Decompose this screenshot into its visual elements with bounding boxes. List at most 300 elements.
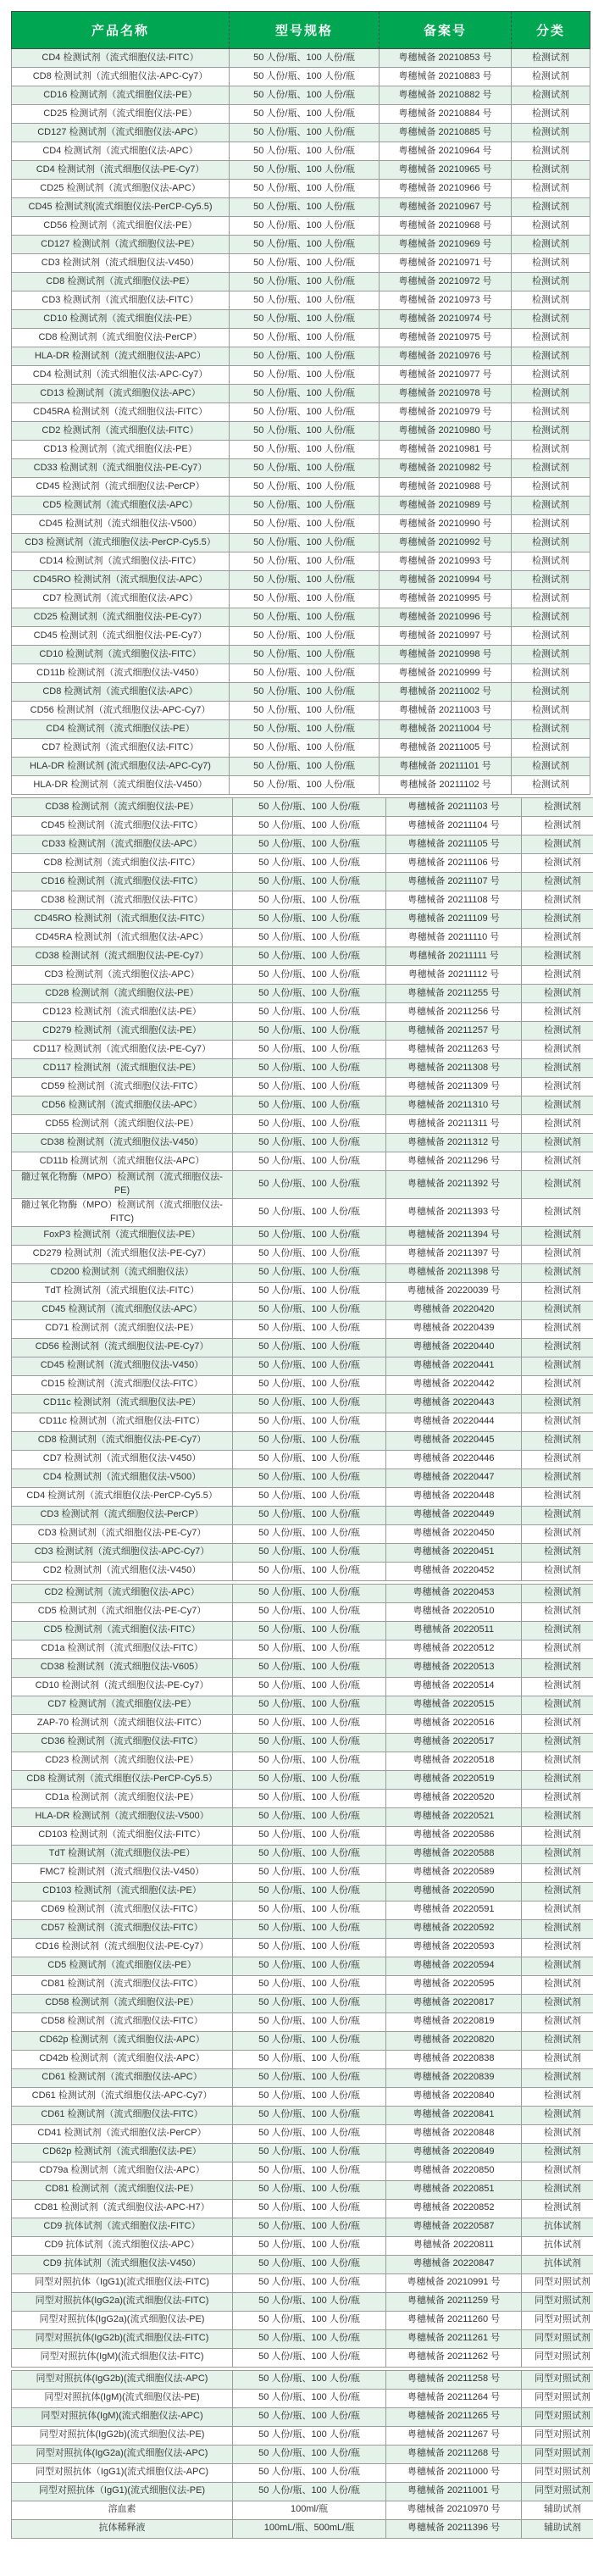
table-row xyxy=(12,1338,593,1357)
registration-cell: 粤穗械备 20220039 号 xyxy=(386,1282,522,1301)
table-row xyxy=(12,2329,593,2348)
spec-cell: 50 人份/瓶、100 人份/瓶 xyxy=(233,1994,386,2012)
spec-cell: 50 人份/瓶、100 人份/瓶 xyxy=(230,124,380,142)
table-row xyxy=(12,497,590,515)
registration-cell: 粤穗械备 20220449 xyxy=(386,1506,522,1524)
table-row xyxy=(12,1733,593,1752)
category-cell: 检测试剂 xyxy=(522,1003,593,1022)
spec-cell: 50 人份/瓶、100 人份/瓶 xyxy=(233,2236,386,2255)
category-cell: 检测试剂 xyxy=(522,966,593,985)
table-row xyxy=(12,2087,593,2106)
table-row xyxy=(12,366,590,385)
registration-cell: 粤穗械备 20210966 号 xyxy=(380,180,512,198)
table-row xyxy=(12,1450,593,1468)
table-row xyxy=(12,2311,593,2329)
category-cell: 检测试剂 xyxy=(522,2180,593,2199)
category-cell: 检测试剂 xyxy=(522,1714,593,1733)
registration-cell: 粤穗械备 20220841 xyxy=(386,2106,522,2124)
product-name-cell: CD117 检测试剂（流式细胞仪法-PE-Cy7） xyxy=(12,1041,233,1059)
spec-cell: 50 人份/瓶、100 人份/瓶 xyxy=(233,1282,386,1301)
product-name-cell: CD8 检测试剂（流式细胞仪法-APC） xyxy=(12,683,230,702)
table-row xyxy=(12,2519,593,2538)
product-name-cell: CD81 检测试剂（流式细胞仪法-APC-H7） xyxy=(12,2199,233,2218)
product-name-cell: CD23 检测试剂（流式细胞仪法-PE） xyxy=(12,1752,233,1770)
product-name-cell: CD45 检测试剂（流式细胞仪法-FITC） xyxy=(12,817,233,836)
product-name-cell: 同型对照抗体(IgM)(流式细胞仪法-FITC) xyxy=(12,2348,233,2367)
table-row xyxy=(12,2068,593,2087)
spec-cell: 50 人份/瓶、100 人份/瓶 xyxy=(233,929,386,947)
product-name-cell: CD38 检测试剂（流式细胞仪法-V605） xyxy=(12,1658,233,1677)
category-cell: 检测试剂 xyxy=(512,422,590,441)
table-row xyxy=(12,2482,593,2501)
registration-cell: 粤穗械备 20210991 号 xyxy=(386,2273,522,2292)
registration-cell: 粤穗械备 20210975 号 xyxy=(380,329,512,347)
column-header-product-name: 产品名称 xyxy=(12,12,230,49)
category-cell: 检测试剂 xyxy=(522,1562,593,1580)
category-cell: 检测试剂 xyxy=(522,1041,593,1059)
table-row xyxy=(12,2426,593,2445)
category-cell: 检测试剂 xyxy=(522,1826,593,1845)
category-cell: 检测试剂 xyxy=(512,105,590,124)
product-name-cell: CD45 检测试剂（流式细胞仪法-PE-Cy7） xyxy=(12,627,230,646)
product-name-cell: CD10 检测试剂（流式细胞仪法-PE） xyxy=(12,310,230,329)
product-name-cell: CD28 检测试剂（流式细胞仪法-PE） xyxy=(12,985,233,1003)
product-name-cell: HLA-DR 检测试剂（流式细胞仪法-APC） xyxy=(12,347,230,366)
table-row xyxy=(12,478,590,497)
spec-cell: 50 人份/瓶、100 人份/瓶 xyxy=(233,1845,386,1863)
registration-cell: 粤穗械备 20211107 号 xyxy=(386,873,522,891)
registration-cell: 粤穗械备 20211262 号 xyxy=(386,2348,522,2367)
table-row xyxy=(12,1863,593,1882)
spec-cell: 50 人份/瓶、100 人份/瓶 xyxy=(233,910,386,929)
registration-cell: 粤穗械备 20220447 xyxy=(386,1468,522,1487)
product-name-cell: CD117 检测试剂（流式细胞仪法-PE） xyxy=(12,1059,233,1078)
spec-cell: 50 人份/瓶、100 人份/瓶 xyxy=(230,590,380,608)
registration-cell: 粤穗械备 20210968 号 xyxy=(380,217,512,236)
table-row xyxy=(12,1957,593,1975)
category-cell: 检测试剂 xyxy=(522,1226,593,1245)
category-cell: 检测试剂 xyxy=(522,1957,593,1975)
spec-cell: 50 人份/瓶、100 人份/瓶 xyxy=(233,1733,386,1752)
spec-cell: 50 人份/瓶、100 人份/瓶 xyxy=(230,627,380,646)
registration-cell: 粤穗械备 20211255 号 xyxy=(386,985,522,1003)
table-row xyxy=(12,1789,593,1807)
product-name-cell: CD61 检测试剂（流式细胞仪法-APC） xyxy=(12,2068,233,2087)
category-cell: 检测试剂 xyxy=(522,1357,593,1375)
spec-cell: 50 人份/瓶、100 人份/瓶 xyxy=(233,966,386,985)
product-name-cell: 同型对照抗体(IgG2a)(流式细胞仪法-FITC) xyxy=(12,2292,233,2311)
category-cell: 同型对照试剂 xyxy=(522,2445,593,2463)
product-name-cell: CD123 检测试剂（流式细胞仪法-PE） xyxy=(12,1003,233,1022)
spec-cell: 50 人份/瓶、100 人份/瓶 xyxy=(233,1059,386,1078)
table-row xyxy=(12,1658,593,1677)
table-row xyxy=(12,552,590,571)
registration-cell: 粤穗械备 20211308 号 xyxy=(386,1059,522,1078)
category-cell: 检测试剂 xyxy=(512,478,590,497)
product-name-cell: CD4 检测试剂（流式细胞仪法-PE） xyxy=(12,720,230,739)
spec-cell: 50 人份/瓶、100 人份/瓶 xyxy=(233,1487,386,1506)
category-cell: 检测试剂 xyxy=(522,1919,593,1938)
spec-cell: 50 人份/瓶、100 人份/瓶 xyxy=(233,1450,386,1468)
product-name-cell: CD69 检测试剂（流式细胞仪法-FITC） xyxy=(12,1901,233,1919)
product-name-cell: 髓过氧化物酶（MPO）检测试剂（流式细胞仪法-PE) xyxy=(12,1171,233,1199)
table-row xyxy=(12,2162,593,2180)
registration-cell: 粤穗械备 20211104 号 xyxy=(386,817,522,836)
registration-cell: 粤穗械备 20210980 号 xyxy=(380,422,512,441)
table-row xyxy=(12,403,590,422)
product-name-cell: CD5 检测试剂（流式细胞仪法-PE-Cy7） xyxy=(12,1602,233,1621)
spec-cell: 50 人份/瓶、100 人份/瓶 xyxy=(230,291,380,310)
product-name-cell: CD279 检测试剂（流式细胞仪法-PE-Cy7） xyxy=(12,1245,233,1263)
category-cell: 检测试剂 xyxy=(512,590,590,608)
category-cell: 检测试剂 xyxy=(512,254,590,273)
category-cell: 检测试剂 xyxy=(512,385,590,403)
registration-cell: 粤穗械备 20210885 号 xyxy=(380,124,512,142)
product-name-cell: CD103 检测试剂（流式细胞仪法-FITC） xyxy=(12,1826,233,1845)
product-name-cell: 同型对照抗体(IgM)(流式细胞仪法-APC) xyxy=(12,2407,233,2426)
table-row xyxy=(12,1134,593,1152)
product-name-cell: CD42b 检测试剂（流式细胞仪法-APC） xyxy=(12,2050,233,2068)
spec-cell: 50 人份/瓶、100 人份/瓶 xyxy=(230,198,380,217)
product-name-cell: CD3 检测试剂（流式细胞仪法-V450） xyxy=(12,254,230,273)
registration-cell: 粤穗械备 20211258 号 xyxy=(386,2370,522,2389)
table-row xyxy=(12,1752,593,1770)
category-cell: 检测试剂 xyxy=(512,552,590,571)
category-cell: 检测试剂 xyxy=(522,1487,593,1506)
spec-cell: 50 人份/瓶、100 人份/瓶 xyxy=(230,683,380,702)
category-cell: 检测试剂 xyxy=(522,1506,593,1524)
product-name-cell: CD2 检测试剂（流式细胞仪法-APC） xyxy=(12,1584,233,1602)
product-name-cell: CD127 检测试剂（流式细胞仪法-APC） xyxy=(12,124,230,142)
table-row xyxy=(12,1022,593,1041)
spec-cell: 50 人份/瓶、100 人份/瓶 xyxy=(230,571,380,590)
registration-cell: 粤穗械备 20210996 号 xyxy=(380,608,512,627)
category-cell: 检测试剂 xyxy=(512,273,590,291)
table-row xyxy=(12,873,593,891)
spec-cell: 50 人份/瓶、100 人份/瓶 xyxy=(233,1041,386,1059)
spec-cell: 50 人份/瓶、100 人份/瓶 xyxy=(233,1524,386,1543)
spec-cell: 50 人份/瓶、100 人份/瓶 xyxy=(233,1413,386,1431)
spec-cell: 50 人份/瓶、100 人份/瓶 xyxy=(233,985,386,1003)
registration-cell: 粤穗械备 20210967 号 xyxy=(380,198,512,217)
registration-cell: 粤穗械备 20211001 号 xyxy=(386,2482,522,2501)
category-cell: 检测试剂 xyxy=(512,49,590,68)
product-name-cell: 同型对照抗体(IgG2b)(流式细胞仪法-APC) xyxy=(12,2370,233,2389)
product-name-cell: CD61 检测试剂（流式细胞仪法-FITC） xyxy=(12,2106,233,2124)
spec-cell: 50 人份/瓶、100 人份/瓶 xyxy=(233,2218,386,2236)
spec-cell: 50 人份/瓶、100 人份/瓶 xyxy=(233,2012,386,2031)
spec-cell: 50 人份/瓶、100 人份/瓶 xyxy=(233,2348,386,2367)
category-cell: 同型对照试剂 xyxy=(522,2426,593,2445)
category-cell: 检测试剂 xyxy=(512,310,590,329)
table-row xyxy=(12,2255,593,2273)
table-row xyxy=(12,1413,593,1431)
registration-cell: 粤穗械备 20211397 号 xyxy=(386,1245,522,1263)
category-cell: 检测试剂 xyxy=(522,1245,593,1263)
table-row xyxy=(12,534,590,552)
registration-cell: 粤穗械备 20220445 xyxy=(386,1431,522,1450)
product-name-cell: CD38 检测试剂（流式细胞仪法-FITC） xyxy=(12,891,233,910)
category-cell: 抗体试剂 xyxy=(522,2218,593,2236)
spec-cell: 50 人份/瓶、100 人份/瓶 xyxy=(230,497,380,515)
registration-cell: 粤穗械备 20210853 号 xyxy=(380,49,512,68)
table-row xyxy=(12,910,593,929)
category-cell: 检测试剂 xyxy=(522,2199,593,2218)
table-row xyxy=(12,854,593,873)
product-table-page-3 xyxy=(11,1584,593,2368)
registration-cell: 粤穗械备 20210973 号 xyxy=(380,291,512,310)
spec-cell: 50 人份/瓶、100 人份/瓶 xyxy=(233,2329,386,2348)
spec-cell: 50 人份/瓶、100 人份/瓶 xyxy=(233,2162,386,2180)
category-cell: 检测试剂 xyxy=(512,571,590,590)
category-cell: 检测试剂 xyxy=(522,1789,593,1807)
registration-cell: 粤穗械备 20220592 xyxy=(386,1919,522,1938)
registration-cell: 粤穗械备 20210969 号 xyxy=(380,236,512,254)
category-cell: 检测试剂 xyxy=(522,1696,593,1714)
registration-cell: 粤穗械备 20211265 号 xyxy=(386,2407,522,2426)
registration-cell: 粤穗械备 20210882 号 xyxy=(380,86,512,105)
table-row xyxy=(12,1096,593,1115)
spec-cell: 50 人份/瓶、100 人份/瓶 xyxy=(230,217,380,236)
registration-cell: 粤穗械备 20211396 号 xyxy=(386,2519,522,2538)
table-row xyxy=(12,2218,593,2236)
product-name-cell: CD4 检测试剂（流式细胞仪法-APC） xyxy=(12,142,230,161)
registration-cell: 粤穗械备 20211000 号 xyxy=(386,2463,522,2482)
table-row xyxy=(12,1696,593,1714)
product-table-page-4 xyxy=(11,2370,593,2539)
product-name-cell: CD55 检测试剂（流式细胞仪法-PE） xyxy=(12,1115,233,1134)
category-cell: 检测试剂 xyxy=(522,1431,593,1450)
category-cell: 检测试剂 xyxy=(522,1882,593,1901)
spec-cell: 100ml/瓶 xyxy=(233,2501,386,2519)
table-row xyxy=(12,1357,593,1375)
product-name-cell: ZAP-70 检测试剂（流式细胞仪法-FITC） xyxy=(12,1714,233,1733)
registration-cell: 粤穗械备 20220448 xyxy=(386,1487,522,1506)
product-name-cell: CD81 检测试剂（流式细胞仪法-FITC） xyxy=(12,1975,233,1994)
table-row xyxy=(12,1171,593,1199)
product-name-cell: CD45RA 检测试剂（流式细胞仪法-FITC） xyxy=(12,403,230,422)
spec-cell: 50 人份/瓶、100 人份/瓶 xyxy=(233,817,386,836)
table-row xyxy=(12,2463,593,2482)
registration-cell: 粤穗械备 20220517 xyxy=(386,1733,522,1752)
registration-cell: 粤穗械备 20211103 号 xyxy=(386,798,522,817)
spec-cell: 50 人份/瓶、100 人份/瓶 xyxy=(233,1752,386,1770)
table-row xyxy=(12,385,590,403)
column-header-spec: 型号规格 xyxy=(230,12,380,49)
registration-cell: 粤穗械备 20210982 号 xyxy=(380,459,512,478)
table-row xyxy=(12,1602,593,1621)
table-row xyxy=(12,1041,593,1059)
product-name-cell: CD45RO 检测试剂（流式细胞仪法-APC） xyxy=(12,571,230,590)
category-cell: 检测试剂 xyxy=(522,1468,593,1487)
table-row xyxy=(12,1301,593,1319)
product-name-cell: CD3 检测试剂（流式细胞仪法-PerCP） xyxy=(12,1506,233,1524)
product-name-cell: CD11b 检测试剂（流式细胞仪法-APC） xyxy=(12,1152,233,1171)
spec-cell: 50 人份/瓶、100 人份/瓶 xyxy=(230,478,380,497)
registration-cell: 粤穗械备 20220513 xyxy=(386,1658,522,1677)
spec-cell: 50 人份/瓶、100 人份/瓶 xyxy=(230,86,380,105)
product-name-cell: CD45 检测试剂（流式细胞仪法-APC） xyxy=(12,1301,233,1319)
product-name-cell: HLA-DR 检测试剂（流式细胞仪法-V500） xyxy=(12,1807,233,1826)
registration-cell: 粤穗械备 20211002 号 xyxy=(380,683,512,702)
registration-cell: 粤穗械备 20211109 号 xyxy=(386,910,522,929)
registration-cell: 粤穗械备 20210998 号 xyxy=(380,646,512,664)
table-row xyxy=(12,720,590,739)
registration-cell: 粤穗械备 20220514 xyxy=(386,1677,522,1696)
table-row xyxy=(12,1003,593,1022)
product-name-cell: CD1a 检测试剂（流式细胞仪法-FITC） xyxy=(12,1640,233,1658)
spec-cell: 50 人份/瓶、100 人份/瓶 xyxy=(233,1770,386,1789)
registration-cell: 粤穗械备 20210994 号 xyxy=(380,571,512,590)
category-cell: 检测试剂 xyxy=(522,1543,593,1562)
spec-cell: 50 人份/瓶、100 人份/瓶 xyxy=(233,1022,386,1041)
category-cell: 检测试剂 xyxy=(522,1524,593,1543)
product-name-cell: 同型对照抗体(IgG2a)(流式细胞仪法-APC) xyxy=(12,2445,233,2463)
spec-cell: 50 人份/瓶、100 人份/瓶 xyxy=(233,1115,386,1134)
spec-cell: 50 人份/瓶、100 人份/瓶 xyxy=(233,873,386,891)
registration-cell: 粤穗械备 20210992 号 xyxy=(380,534,512,552)
table-row xyxy=(12,683,590,702)
product-name-cell: FMC7 检测试剂（流式细胞仪法-V450） xyxy=(12,1863,233,1882)
registration-cell: 粤穗械备 20220444 xyxy=(386,1413,522,1431)
category-cell: 检测试剂 xyxy=(512,180,590,198)
registration-cell: 粤穗械备 20220442 xyxy=(386,1375,522,1394)
table-row xyxy=(12,1826,593,1845)
product-name-cell: CD3 检测试剂（流式细胞仪法-FITC） xyxy=(12,291,230,310)
registration-cell: 粤穗械备 20220440 xyxy=(386,1338,522,1357)
category-cell: 检测试剂 xyxy=(522,854,593,873)
table-row xyxy=(12,1677,593,1696)
table-row xyxy=(12,1584,593,1602)
registration-cell: 粤穗械备 20220595 xyxy=(386,1975,522,1994)
product-name-cell: CD45 检测试剂（流式细胞仪法-V500） xyxy=(12,515,230,534)
product-name-cell: CD10 检测试剂（流式细胞仪法-FITC） xyxy=(12,646,230,664)
product-name-cell: CD7 检测试剂（流式细胞仪法-FITC） xyxy=(12,739,230,758)
spec-cell: 50 人份/瓶、100 人份/瓶 xyxy=(233,1357,386,1375)
product-name-cell: CD16 检测试剂（流式细胞仪法-PE） xyxy=(12,86,230,105)
spec-cell: 50 人份/瓶、100 人份/瓶 xyxy=(233,2124,386,2143)
product-name-cell: CD25 检测试剂（流式细胞仪法-PE） xyxy=(12,105,230,124)
spec-cell: 50 人份/瓶、100 人份/瓶 xyxy=(230,105,380,124)
registration-cell: 粤穗械备 20211264 号 xyxy=(386,2389,522,2407)
product-name-cell: CD103 检测试剂（流式细胞仪法-PE） xyxy=(12,1882,233,1901)
product-name-cell: CD5 检测试剂（流式细胞仪法-PE） xyxy=(12,1957,233,1975)
category-cell: 检测试剂 xyxy=(522,1301,593,1319)
table-row xyxy=(12,2050,593,2068)
category-cell: 检测试剂 xyxy=(522,798,593,817)
category-cell: 检测试剂 xyxy=(522,1602,593,1621)
product-name-cell: CD8 检测试剂（流式细胞仪法-PerCP） xyxy=(12,329,230,347)
product-name-cell: CD61 检测试剂（流式细胞仪法-APC-Cy7） xyxy=(12,2087,233,2106)
registration-cell: 粤穗械备 20210981 号 xyxy=(380,441,512,459)
product-table-page-1 xyxy=(11,11,590,795)
registration-cell: 粤穗械备 20211394 号 xyxy=(386,1226,522,1245)
product-name-cell: CD11c 检测试剂（流式细胞仪法-PE） xyxy=(12,1394,233,1413)
product-name-cell: CD4 检测试剂（流式细胞仪法-PE-Cy7） xyxy=(12,161,230,180)
registration-cell: 粤穗械备 20220510 xyxy=(386,1602,522,1621)
category-cell: 检测试剂 xyxy=(512,534,590,552)
registration-cell: 粤穗械备 20210995 号 xyxy=(380,590,512,608)
spec-cell: 50 人份/瓶、100 人份/瓶 xyxy=(230,441,380,459)
registration-cell: 粤穗械备 20211105 号 xyxy=(386,836,522,854)
product-name-cell: CD58 检测试剂（流式细胞仪法-FITC） xyxy=(12,2012,233,2031)
category-cell: 检测试剂 xyxy=(522,1319,593,1338)
category-cell: 检测试剂 xyxy=(522,1938,593,1957)
spec-cell: 50 人份/瓶、100 人份/瓶 xyxy=(233,1938,386,1957)
product-name-cell: 髓过氧化物酶（MPO）检测试剂（流式细胞仪法-FITC) xyxy=(12,1198,233,1226)
table-row xyxy=(12,515,590,534)
spec-cell: 50 人份/瓶、100 人份/瓶 xyxy=(233,2031,386,2050)
category-cell: 检测试剂 xyxy=(522,1263,593,1282)
registration-cell: 粤穗械备 20220520 xyxy=(386,1789,522,1807)
category-cell: 检测试剂 xyxy=(522,2106,593,2124)
registration-cell: 粤穗械备 20220591 xyxy=(386,1901,522,1919)
category-cell: 检测试剂 xyxy=(512,68,590,86)
spec-cell: 50 人份/瓶、100 人份/瓶 xyxy=(233,1301,386,1319)
table-row xyxy=(12,1994,593,2012)
spec-cell: 50 人份/瓶、100 人份/瓶 xyxy=(233,1198,386,1226)
table-row xyxy=(12,2370,593,2389)
table-row xyxy=(12,1115,593,1134)
product-name-cell: CD11c 检测试剂（流式细胞仪法-FITC） xyxy=(12,1413,233,1431)
spec-cell: 50 人份/瓶、100 人份/瓶 xyxy=(230,552,380,571)
registration-cell: 粤穗械备 20211102 号 xyxy=(380,776,512,795)
spec-cell: 50 人份/瓶、100 人份/瓶 xyxy=(233,2445,386,2463)
product-name-cell: CD279 检测试剂（流式细胞仪法-PE） xyxy=(12,1022,233,1041)
registration-cell: 粤穗械备 20211263 号 xyxy=(386,1041,522,1059)
product-name-cell: 同型对照抗体(IgM)(流式细胞仪法-PE) xyxy=(12,2389,233,2407)
product-name-cell: CD45 检测试剂（流式细胞仪法-V450） xyxy=(12,1357,233,1375)
table-row xyxy=(12,2031,593,2050)
registration-cell: 粤穗械备 20220848 xyxy=(386,2124,522,2143)
category-cell: 检测试剂 xyxy=(512,497,590,515)
product-name-cell: CD3 检测试剂（流式细胞仪法-PerCP-Cy5.5） xyxy=(12,534,230,552)
table-row xyxy=(12,236,590,254)
spec-cell: 50 人份/瓶、100 人份/瓶 xyxy=(233,2199,386,2218)
spec-cell: 50 人份/瓶、100 人份/瓶 xyxy=(233,2106,386,2124)
table-row xyxy=(12,1562,593,1580)
category-cell: 检测试剂 xyxy=(522,2143,593,2162)
spec-cell: 50 人份/瓶、100 人份/瓶 xyxy=(230,254,380,273)
product-name-cell: CD81 检测试剂（流式细胞仪法-PE） xyxy=(12,2180,233,2199)
category-cell: 抗体试剂 xyxy=(522,2255,593,2273)
registration-cell: 粤穗械备 20210997 号 xyxy=(380,627,512,646)
product-name-cell: CD13 检测试剂（流式细胞仪法-APC） xyxy=(12,385,230,403)
category-cell: 检测试剂 xyxy=(522,891,593,910)
spec-cell: 50 人份/瓶、100 人份/瓶 xyxy=(233,2407,386,2426)
registration-cell: 粤穗械备 20211309 号 xyxy=(386,1078,522,1096)
registration-cell: 粤穗械备 20220849 xyxy=(386,2143,522,2162)
spec-cell: 50 人份/瓶、100 人份/瓶 xyxy=(230,739,380,758)
product-name-cell: CD9 抗体试剂（流式细胞仪法-FITC） xyxy=(12,2218,233,2236)
spec-cell: 50 人份/瓶、100 人份/瓶 xyxy=(233,1602,386,1621)
spec-cell: 50 人份/瓶、100 人份/瓶 xyxy=(230,366,380,385)
category-cell: 检测试剂 xyxy=(512,217,590,236)
table-row xyxy=(12,1640,593,1658)
spec-cell: 50 人份/瓶、100 人份/瓶 xyxy=(233,1003,386,1022)
product-name-cell: CD56 检测试剂（流式细胞仪法-PE） xyxy=(12,217,230,236)
registration-cell: 粤穗械备 20220587 xyxy=(386,2218,522,2236)
registration-cell: 粤穗械备 20220850 xyxy=(386,2162,522,2180)
category-cell: 检测试剂 xyxy=(512,720,590,739)
product-name-cell: CD36 检测试剂（流式细胞仪法-FITC） xyxy=(12,1733,233,1752)
spec-cell: 100mL/瓶、500mL/瓶 xyxy=(233,2519,386,2538)
category-cell: 检测试剂 xyxy=(512,161,590,180)
table-row xyxy=(12,86,590,105)
registration-cell: 粤穗械备 20211257 号 xyxy=(386,1022,522,1041)
category-cell: 检测试剂 xyxy=(522,1198,593,1226)
registration-cell: 粤穗械备 20211398 号 xyxy=(386,1263,522,1282)
